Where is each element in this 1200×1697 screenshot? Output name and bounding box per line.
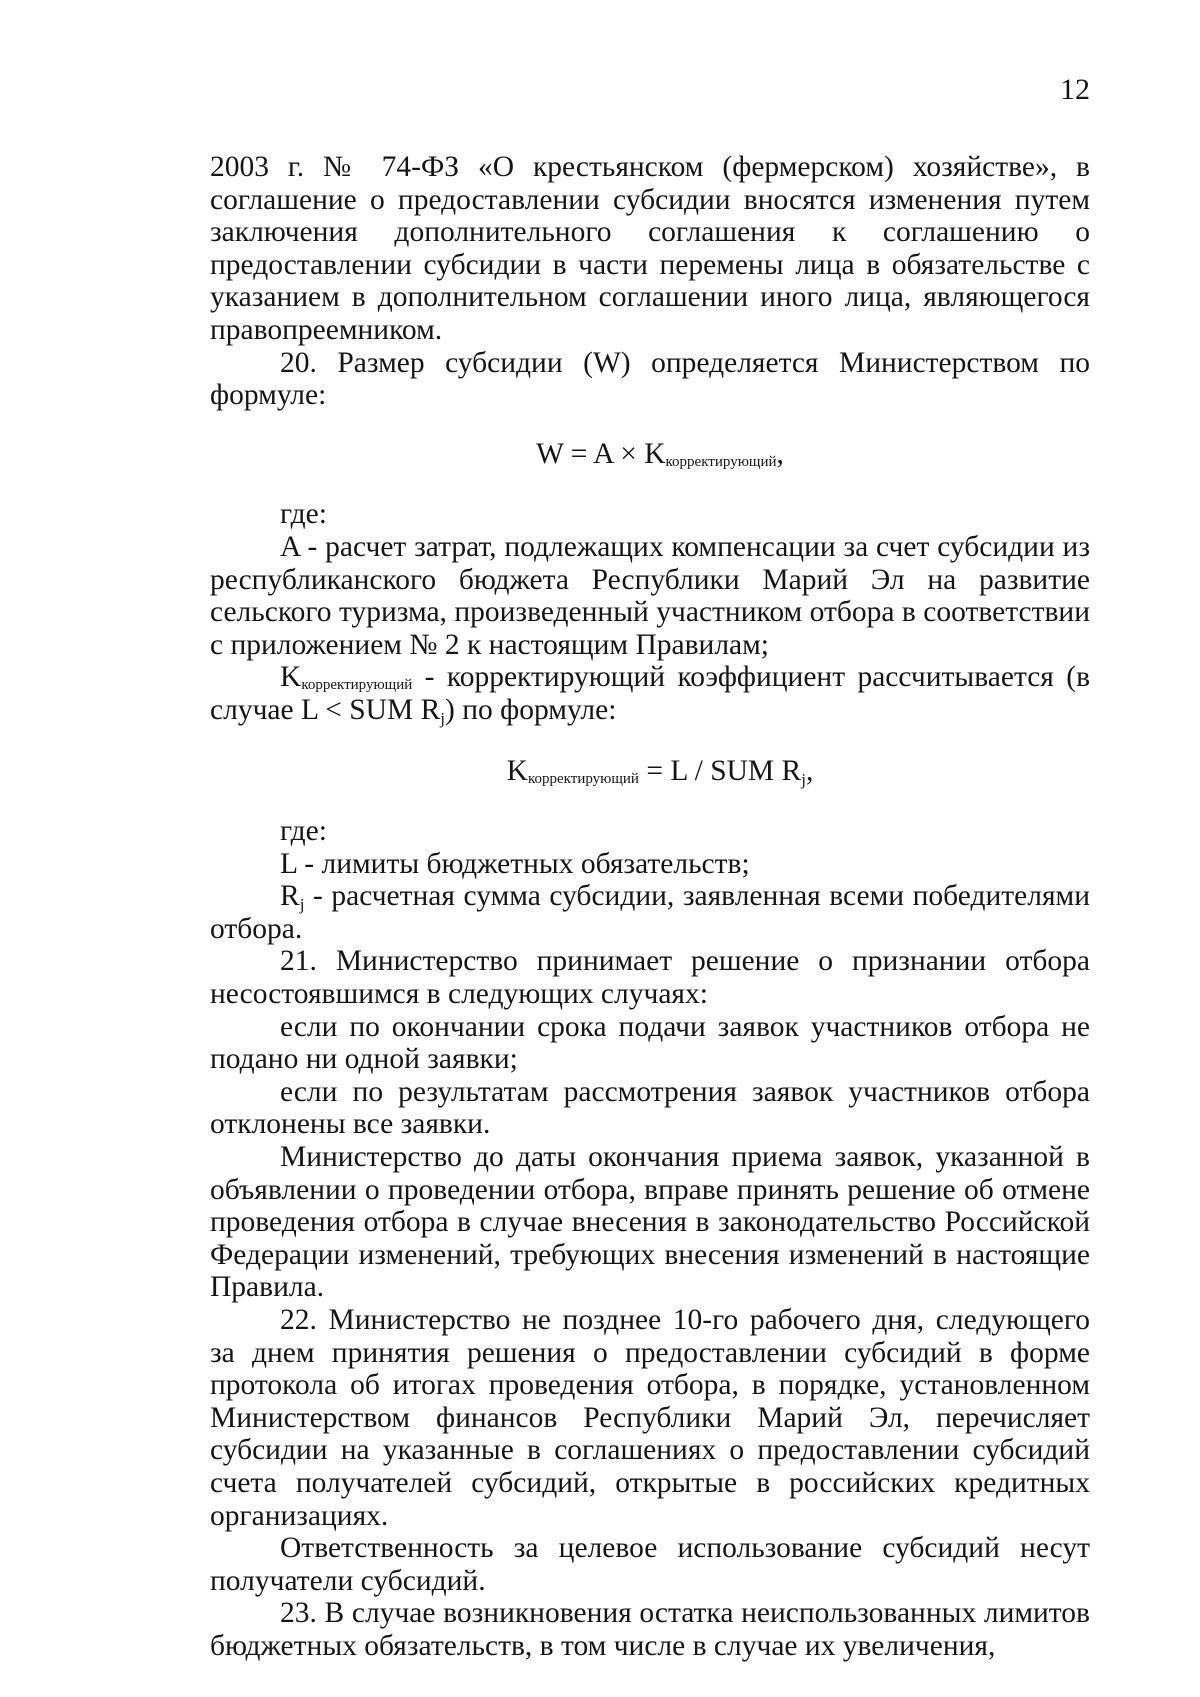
page-number: 12	[1060, 73, 1090, 106]
definition-l: L - лимиты бюджетных обязательств;	[280, 847, 750, 880]
definition-k-subscript: корректирующий	[301, 677, 413, 694]
definition-r-symbol: R	[280, 880, 300, 913]
paragraph-21-cancel: Министерство до даты окончания приема заявок, указанной в объявлении о проведении отбора, вправе принять решение об отмене проведения отбора в случае внесения в законодательство Российской Федерации изменений, требующих внесения изменений в настоящие Правила.	[210, 1141, 1090, 1304]
paragraph-20: 20. Размер субсидии (W) определяется Министерством по формуле:	[210, 346, 1090, 412]
paragraph-21-case-b: если по результатам рассмотрения заявок участников отбора отклонены все заявки.	[210, 1075, 1090, 1141]
definition-k-j-subscript: j	[440, 708, 446, 728]
definition-k-text-end: ) по формуле:	[445, 693, 617, 726]
formula-subsidy-tail: ,	[776, 437, 784, 470]
formula-coefficient-j-subscript: j	[801, 769, 806, 789]
paragraph-22: 22. Министерство не позднее 10-го рабочего дня, следующего за днем принятия решения о предоставлении субсидий в форме протокола об итогах проведения отбора, в порядке, установленном Министерством финансов Республики Марий Эл, перечисляет субсидии на указанные в соглашениях о предоставлении субсидий счета получателей субсидий, открытые в российских кредитных организациях.	[210, 1304, 1090, 1532]
formula-coefficient	[210, 755, 1090, 788]
definition-k	[210, 661, 1090, 726]
paragraph-intro: 2003 г. № 74-ФЗ «О крестьянском (фермерском) хозяйстве», в соглашение о предоставлении субсидии вносятся изменения путем заключения дополнительного соглашения к соглашению о предоставлении субсидии в части перемены лица в обязательстве с указанием в дополнительном соглашении иного лица, являющегося правопреемником.	[210, 151, 1090, 346]
definition-a: A - расчет затрат, подлежащих компенсации за счет субсидии из республиканского бюджета Республики Марий Эл на развитие сельского туризма, произведенный участником отбора в соответствии с приложением № 2 к настоящим Правилам;	[210, 530, 1090, 661]
where-label: где:	[280, 498, 327, 531]
document-body	[210, 151, 1090, 1663]
paragraph-23: 23. В случае возникновения остатка неиспользованных лимитов бюджетных обязательств, в том числе в случае их увеличения,	[210, 1597, 1090, 1662]
formula-coefficient-mid: = L / SUM R	[638, 754, 802, 787]
formula-coefficient-k-subscript: корректирующий	[527, 770, 639, 787]
where-label-2: где:	[280, 815, 327, 848]
definition-r-text: - расчетная сумма субсидии, заявленная всеми победителями отбора.	[210, 880, 1090, 945]
formula-subsidy-lhs: W = A × K	[536, 437, 666, 470]
formula-coefficient-tail: ,	[805, 754, 814, 787]
paragraph-21: 21. Министерство принимает решение о признании отбора несостоявшимся в следующих случаях:	[210, 945, 1090, 1011]
formula-subsidy-subscript: корректирующий	[665, 453, 777, 470]
definition-r-subscript: j	[299, 895, 305, 915]
formula-coefficient-k: K	[506, 754, 528, 787]
paragraph-21-case-a: если по окончании срока подачи заявок участников отбора не подано ни одной заявки;	[210, 1010, 1090, 1076]
definition-k-text: - корректирующий коэффициент рассчитывается (в случае L < SUM R	[210, 661, 1090, 726]
formula-subsidy	[210, 438, 1090, 471]
definition-r	[210, 880, 1090, 945]
paragraph-22-responsibility: Ответственность за целевое использование субсидий несут получатели субсидий.	[210, 1532, 1090, 1597]
definition-k-symbol: K	[280, 661, 302, 694]
